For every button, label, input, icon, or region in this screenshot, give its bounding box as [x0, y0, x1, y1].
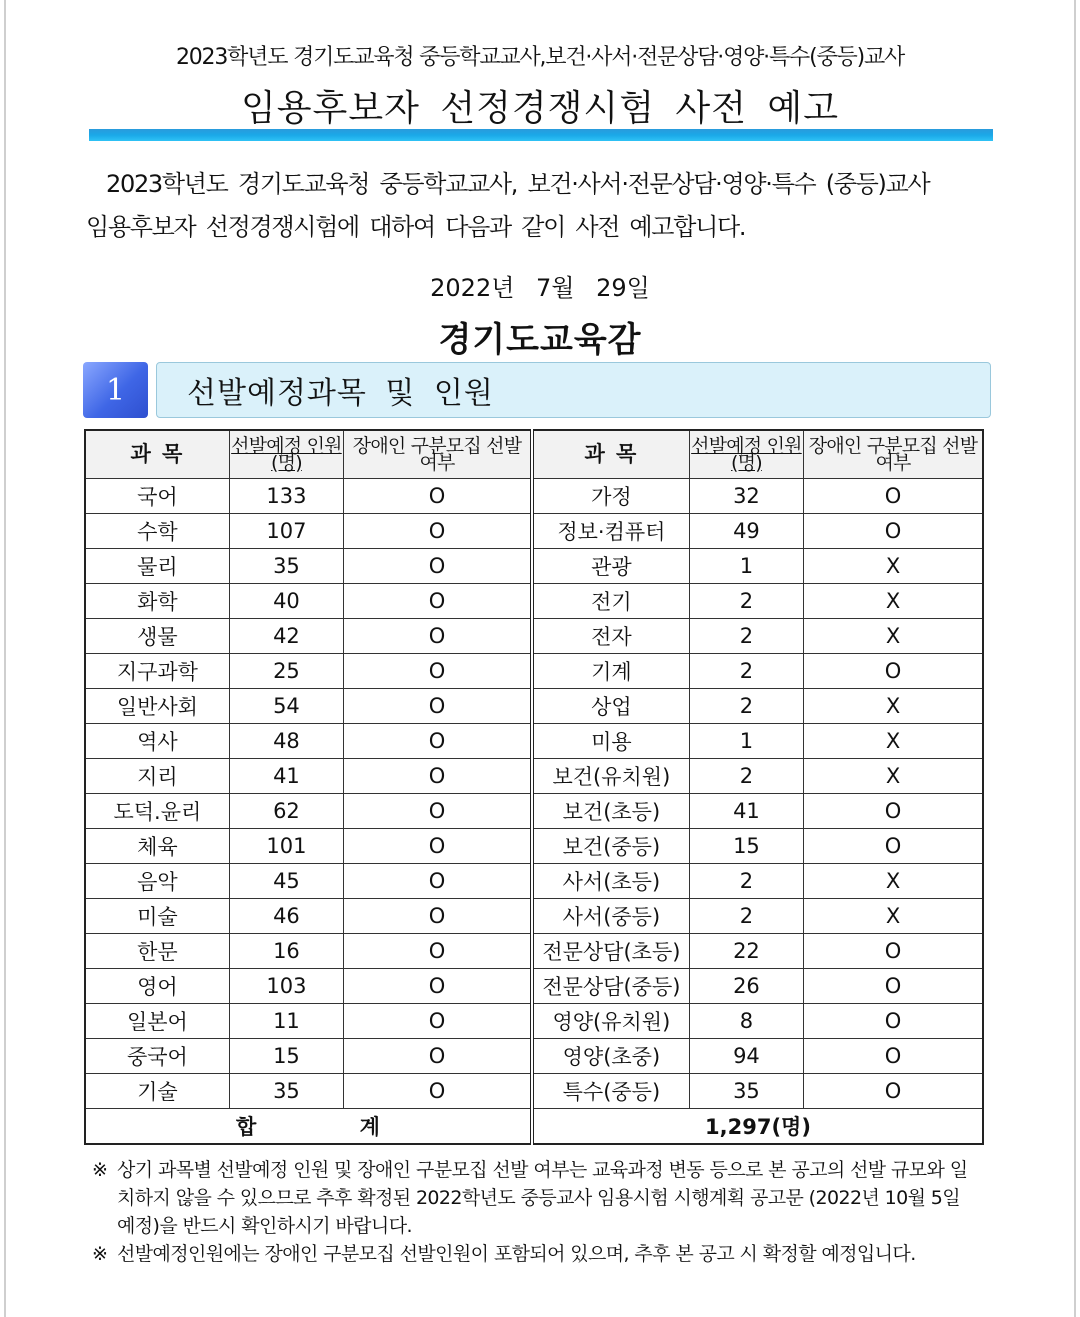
cell-count: 1 — [689, 724, 803, 759]
cell-subject: 역사 — [85, 724, 229, 759]
cell-disabled: O — [344, 549, 532, 584]
cell-disabled: O — [344, 479, 532, 514]
cell-subject: 정보·컴퓨터 — [532, 514, 689, 549]
cell-disabled: O — [804, 829, 983, 864]
cell-subject: 기술 — [85, 1074, 229, 1109]
cell-count: 15 — [229, 1039, 343, 1074]
table-header-row — [85, 430, 983, 479]
table-row — [85, 549, 983, 584]
page-frame-right — [1074, 0, 1076, 1317]
cell-count: 15 — [689, 829, 803, 864]
cell-count: 42 — [229, 619, 343, 654]
total-value: 1,297(명) — [532, 1109, 983, 1145]
cell-subject: 상업 — [532, 689, 689, 724]
cell-subject: 중국어 — [85, 1039, 229, 1074]
cell-subject: 도덕.윤리 — [85, 794, 229, 829]
cell-subject: 사서(초등) — [532, 864, 689, 899]
cell-subject: 수학 — [85, 514, 229, 549]
cell-count: 22 — [689, 934, 803, 969]
cell-subject: 영어 — [85, 969, 229, 1004]
table-row — [85, 689, 983, 724]
table-row — [85, 969, 983, 1004]
cell-disabled: O — [344, 759, 532, 794]
cell-count: 16 — [229, 934, 343, 969]
cell-disabled: O — [344, 1039, 532, 1074]
cell-count: 2 — [689, 864, 803, 899]
cell-disabled: O — [804, 1074, 983, 1109]
total-label — [85, 1109, 532, 1145]
table-row — [85, 654, 983, 689]
document-title: 임용후보자 선정경쟁시험 사전 예고 — [241, 88, 839, 129]
table-row — [85, 794, 983, 829]
cell-disabled: X — [804, 724, 983, 759]
issuer-name: 경기도교육감 — [438, 320, 642, 360]
cell-count: 2 — [689, 899, 803, 934]
cell-count: 35 — [689, 1074, 803, 1109]
section-title: 선발예정과목 및 인원 — [156, 362, 991, 418]
header-count-left-text: 선발예정 인원(명) — [231, 434, 342, 474]
title-underline-bar — [89, 129, 993, 141]
footnote-2-text: 선발예정인원에는 장애인 구분모집 선발인원이 포함되어 있으며, 추후 본 공고 시 확정할 예정입니다. — [117, 1243, 916, 1265]
header-count-right — [689, 430, 803, 479]
cell-count: 103 — [229, 969, 343, 1004]
cell-count: 107 — [229, 514, 343, 549]
cell-disabled: X — [804, 689, 983, 724]
cell-disabled: O — [344, 689, 532, 724]
cell-subject: 지구과학 — [85, 654, 229, 689]
cell-count: 49 — [689, 514, 803, 549]
cell-disabled: O — [804, 934, 983, 969]
cell-disabled: O — [344, 969, 532, 1004]
footnote-1-text: 상기 과목별 선발예정 인원 및 장애인 구분모집 선발 여부는 교육과정 변동 등으로 본 공고의 선발 규모와 일치하지 않을 수 있으므로 추후 확정된 2022학년도 중등교사 임용시험 시행계획 공고문 (2022년 10월 5일 예정)을 반드시 확인하시기 바랍니다. — [117, 1159, 968, 1237]
cell-disabled: O — [804, 969, 983, 1004]
cell-count: 32 — [689, 479, 803, 514]
cell-disabled: O — [344, 829, 532, 864]
cell-disabled: O — [344, 899, 532, 934]
table-row — [85, 899, 983, 934]
cell-subject: 미술 — [85, 899, 229, 934]
cell-subject: 물리 — [85, 549, 229, 584]
cell-disabled: O — [344, 794, 532, 829]
cell-count: 1 — [689, 549, 803, 584]
cell-disabled: O — [344, 619, 532, 654]
cell-count: 11 — [229, 1004, 343, 1039]
footnotes — [92, 1156, 972, 1268]
table-row — [85, 479, 983, 514]
intro-line-1: 2023학년도 경기도교육청 중등학교교사, 보건·사서·전문상담·영양·특수 (중등)교사 — [106, 170, 930, 198]
note-mark: ※ — [92, 1243, 108, 1265]
cell-subject: 전문상담(중등) — [532, 969, 689, 1004]
cell-count: 2 — [689, 689, 803, 724]
cell-count: 2 — [689, 654, 803, 689]
cell-disabled: O — [344, 584, 532, 619]
cell-subject: 영양(유치원) — [532, 1004, 689, 1039]
cell-count: 45 — [229, 864, 343, 899]
announcement-date: 2022년 7월 29일 — [430, 274, 650, 302]
cell-count: 35 — [229, 1074, 343, 1109]
header-subject-left: 과 목 — [85, 430, 229, 479]
total-label-text: 합 계 — [236, 1115, 380, 1139]
cell-subject: 기계 — [532, 654, 689, 689]
cell-subject: 전자 — [532, 619, 689, 654]
header-subject-right: 과 목 — [532, 430, 689, 479]
table-row — [85, 584, 983, 619]
document-subtitle: 2023학년도 경기도교육청 중등학교교사,보건·사서·전문상담·영양·특수(중등)교사 — [175, 45, 905, 70]
cell-count: 133 — [229, 479, 343, 514]
cell-count: 46 — [229, 899, 343, 934]
cell-subject: 생물 — [85, 619, 229, 654]
footnote-2 — [92, 1240, 972, 1268]
cell-subject: 전문상담(초등) — [532, 934, 689, 969]
cell-subject: 체육 — [85, 829, 229, 864]
section-number-badge: 1 — [83, 362, 148, 418]
table-row — [85, 934, 983, 969]
footnote-1 — [92, 1156, 972, 1240]
header-count-left — [229, 430, 343, 479]
cell-count: 54 — [229, 689, 343, 724]
cell-disabled: O — [344, 934, 532, 969]
cell-disabled: X — [804, 619, 983, 654]
cell-count: 2 — [689, 619, 803, 654]
cell-count: 41 — [689, 794, 803, 829]
cell-count: 35 — [229, 549, 343, 584]
header-disabled-right: 장애인 구분모집 선발 여부 — [804, 430, 983, 479]
cell-count: 26 — [689, 969, 803, 1004]
table-row — [85, 619, 983, 654]
cell-subject: 미용 — [532, 724, 689, 759]
cell-subject: 화학 — [85, 584, 229, 619]
cell-count: 25 — [229, 654, 343, 689]
cell-subject: 전기 — [532, 584, 689, 619]
selection-table — [84, 429, 984, 1145]
cell-count: 2 — [689, 584, 803, 619]
cell-disabled: X — [804, 759, 983, 794]
intro-line-2: 임용후보자 선정경쟁시험에 대하여 다음과 같이 사전 예고합니다. — [86, 213, 746, 241]
cell-count: 62 — [229, 794, 343, 829]
cell-count: 2 — [689, 759, 803, 794]
cell-disabled: O — [344, 1004, 532, 1039]
note-mark: ※ — [92, 1159, 108, 1181]
cell-subject: 보건(초등) — [532, 794, 689, 829]
table-row — [85, 724, 983, 759]
table-row — [85, 1074, 983, 1109]
cell-subject: 보건(중등) — [532, 829, 689, 864]
table-row — [85, 1039, 983, 1074]
cell-disabled: O — [804, 1004, 983, 1039]
cell-disabled: O — [344, 654, 532, 689]
table-row — [85, 759, 983, 794]
cell-subject: 사서(중등) — [532, 899, 689, 934]
total-row — [85, 1109, 983, 1145]
cell-disabled: O — [344, 514, 532, 549]
cell-subject: 관광 — [532, 549, 689, 584]
table-row — [85, 1004, 983, 1039]
header-count-right-text: 선발예정 인원(명) — [691, 434, 802, 474]
cell-count: 41 — [229, 759, 343, 794]
cell-subject: 가정 — [532, 479, 689, 514]
cell-disabled: X — [804, 864, 983, 899]
cell-count: 94 — [689, 1039, 803, 1074]
cell-subject: 영양(초중) — [532, 1039, 689, 1074]
cell-subject: 일본어 — [85, 1004, 229, 1039]
cell-subject: 지리 — [85, 759, 229, 794]
intro-paragraph — [86, 163, 986, 249]
cell-disabled: X — [804, 584, 983, 619]
cell-disabled: X — [804, 549, 983, 584]
cell-disabled: O — [344, 864, 532, 899]
table-row — [85, 864, 983, 899]
table-body — [85, 479, 983, 1109]
header-disabled-left: 장애인 구분모집 선발 여부 — [344, 430, 532, 479]
cell-subject: 보건(유치원) — [532, 759, 689, 794]
table-row — [85, 514, 983, 549]
cell-count: 101 — [229, 829, 343, 864]
cell-disabled: O — [804, 514, 983, 549]
cell-disabled: O — [804, 1039, 983, 1074]
cell-subject: 국어 — [85, 479, 229, 514]
cell-subject: 특수(중등) — [532, 1074, 689, 1109]
cell-count: 48 — [229, 724, 343, 759]
cell-subject: 한문 — [85, 934, 229, 969]
cell-subject: 음악 — [85, 864, 229, 899]
table-row — [85, 829, 983, 864]
cell-disabled: O — [804, 794, 983, 829]
cell-count: 8 — [689, 1004, 803, 1039]
cell-disabled: O — [804, 479, 983, 514]
cell-disabled: X — [804, 899, 983, 934]
cell-disabled: O — [344, 1074, 532, 1109]
cell-subject: 일반사회 — [85, 689, 229, 724]
cell-count: 40 — [229, 584, 343, 619]
page-frame-left — [4, 0, 6, 1317]
cell-disabled: O — [804, 654, 983, 689]
cell-disabled: O — [344, 724, 532, 759]
